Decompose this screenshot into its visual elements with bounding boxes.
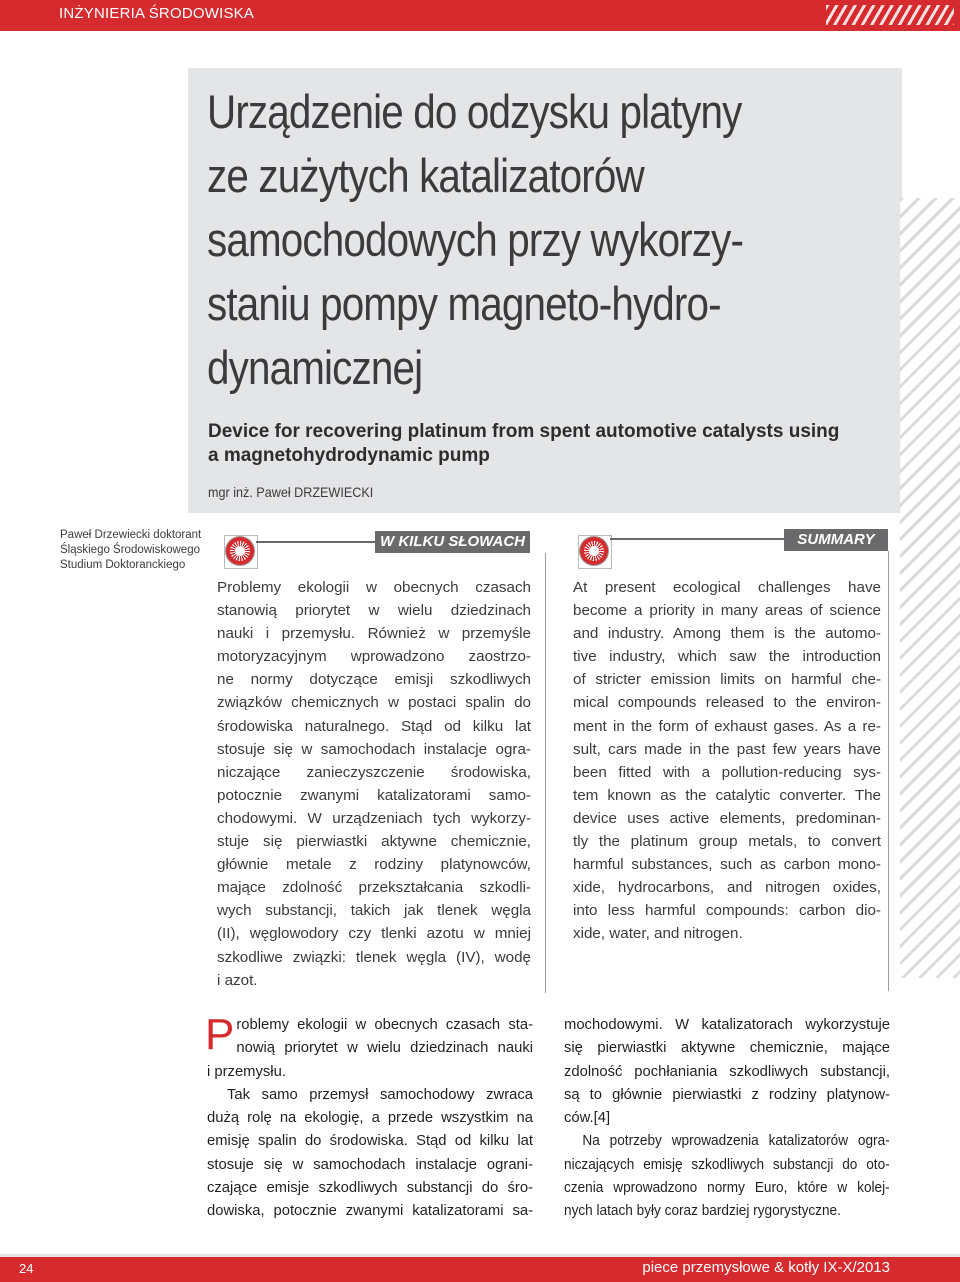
title-line: Urządzenie do odzysku platyny — [207, 85, 742, 138]
summary-line: been fitted with a pollution-reducing sys- — [573, 763, 881, 781]
summary-line: At present ecological challenges have — [573, 579, 881, 596]
body-line: i przemysłu. — [207, 1063, 286, 1080]
abstract-line: stuje się pierwiastki aktywne chemicznie, — [217, 833, 531, 851]
body-line: czające emisje szkodliwych substancji do śro- — [207, 1180, 533, 1197]
abstract-line: ne normy dotyczące emisji szkodliwych — [217, 671, 531, 689]
abstract-line: niczające zanieczyszczenie środowiska, — [217, 763, 531, 781]
abstract-line: chodowymi. W urządzeniach tych wykorzy- — [217, 809, 531, 827]
page-number: 24 — [19, 1261, 34, 1276]
summary-line: tly the platinum group metals, to convert — [573, 833, 881, 851]
title-line: dynamicznej — [207, 341, 423, 394]
header-hatch-decoration — [826, 5, 954, 25]
journal-logo-icon — [580, 537, 608, 565]
side-hatch-decoration — [900, 198, 960, 978]
body-line: zdolność pochłaniania szkodliwych substancji, — [564, 1063, 890, 1080]
abstract-line: głównie metale z rodziny platynowców, — [217, 856, 531, 874]
summary-heading-rule — [610, 538, 785, 540]
abstract-pl-border — [545, 553, 546, 993]
body-line: Na potrzeby wprowadzenia katalizatorów ogra- — [582, 1133, 890, 1150]
summary-line: into less harmful compounds: carbon dio- — [573, 902, 881, 920]
abstract-line: stosuje się w samochodach instalacje ogra- — [217, 740, 531, 758]
body-paragraph — [564, 1130, 890, 1223]
body-line: nych latach były coraz bardziej rygorystyczne. — [564, 1203, 841, 1220]
abstract-line: związków chemicznych w postaci spalin do — [217, 694, 531, 712]
summary-line: of stricter emission limits on harmful che- — [573, 671, 881, 689]
summary-line: become a priority in many areas of science — [573, 602, 881, 620]
summary-line: xide, hydrocarbons, and nitrogen oxides, — [573, 879, 881, 897]
body-line: się pierwiastki aktywne chemicznie, mające — [564, 1040, 890, 1057]
summary-line: device uses active elements, predominan- — [573, 809, 881, 827]
body-line: emisję spalin do środowiska. Stąd od kilku lat — [207, 1133, 533, 1150]
subtitle-line: Device for recovering platinum from spent automotive catalysts using — [208, 421, 840, 442]
abstract-line: szkodliwe związki: tlenek węgla (IV), wodę — [217, 948, 531, 966]
body-line: są to głównie pierwiastki z rodziny platynow- — [564, 1086, 890, 1103]
author-name: mgr inż. Paweł DRZEWIECKI — [208, 484, 374, 500]
body-column-left — [205, 1010, 533, 1224]
summary-line: xide, water, and nitrogen. — [573, 925, 743, 943]
abstract-line: wych substancji, takich jak tlenek węgla — [217, 902, 531, 920]
body-line: czenia wprowadzono normy Euro, które w kolej- — [564, 1180, 890, 1197]
abstract-line: Problemy ekologii w obecnych czasach — [217, 579, 531, 596]
affiliation-line: Paweł Drzewiecki doktorant — [60, 529, 202, 541]
body-line: roblemy ekologii w obecnych czasach sta- — [236, 1017, 533, 1033]
abstract-line: i azot. — [217, 971, 258, 989]
affiliation-line: Śląskiego Środowiskowego — [60, 544, 200, 556]
body-line: Tak samo przemysł samochodowy zwraca — [227, 1086, 533, 1103]
body-line: dużą rolę na ekologię, a przede wszystkim na — [207, 1110, 533, 1127]
journal-logo-icon — [226, 537, 254, 565]
body-column-right — [564, 1014, 890, 1224]
abstract-line: nauki i przemysłu. Również w przemyśle — [217, 625, 531, 643]
abstract-pl-text — [217, 576, 531, 992]
summary-border — [888, 551, 889, 991]
title-line: staniu pompy magneto-hydro- — [207, 277, 721, 330]
body-line: nowią priorytet w wielu dziedzinach nauki — [236, 1040, 533, 1057]
summary-line: tive industry, which saw the introduction — [573, 648, 881, 666]
title-line: samochodowych przy wykorzy- — [207, 213, 744, 266]
abstract-line: mające zdolność przekształcania szkodli- — [217, 879, 531, 897]
summary-heading: SUMMARY — [784, 529, 888, 551]
body-line: stosuje się w samochodach instalacje ograni- — [207, 1156, 533, 1173]
subtitle-line: a magnetohydrodynamic pump — [208, 445, 490, 466]
summary-text — [573, 576, 881, 946]
abstract-line: stanowią priorytet w wielu dziedzinach — [217, 602, 531, 620]
abstract-line: środowiska naturalnego. Stąd od kilku lat — [217, 717, 531, 735]
title-line: ze zużytych katalizatorów — [207, 149, 644, 202]
abstract-line: (II), węglowodory czy tlenki azotu w mniej — [217, 925, 531, 943]
body-line: dowiska, potocznie zwanymi katalizatorami sa- — [207, 1203, 533, 1220]
abstract-line: motoryzacyjnym wprowadzono zaostrzo- — [217, 648, 531, 666]
summary-line: mical compounds released to the environ- — [573, 694, 881, 712]
journal-issue: piece przemysłowe & kotły IX-X/2013 — [642, 1259, 890, 1276]
abstract-line: potocznie zwanymi katalizatorami samo- — [217, 786, 531, 804]
section-label: INŻYNIERIA ŚRODOWISKA — [59, 5, 255, 22]
summary-line: and industry. Among them is the automo- — [573, 625, 881, 643]
drop-cap: P — [205, 1010, 235, 1059]
summary-line: tem known as the catalytic converter. The — [573, 786, 881, 804]
affiliation-line: Studium Doktoranckiego — [60, 559, 186, 571]
abstract-pl-heading: W KILKU SŁOWACH — [375, 531, 530, 553]
summary-line: ment in the form of exhaust gases. As a re- — [573, 717, 881, 735]
abstract-heading-rule — [256, 541, 376, 543]
summary-line: sult, cars made in the past few years have — [573, 740, 881, 758]
body-line: mochodowymi. W katalizatorach wykorzystuje — [564, 1017, 890, 1033]
article-title — [207, 80, 775, 400]
body-line: ców.[4] — [564, 1110, 611, 1127]
article-subtitle — [208, 420, 888, 468]
summary-line: harmful substances, such as carbon mono- — [573, 856, 881, 874]
author-affiliation — [60, 528, 200, 573]
body-line: niczających emisję szkodliwych substancji do oto- — [564, 1156, 890, 1173]
